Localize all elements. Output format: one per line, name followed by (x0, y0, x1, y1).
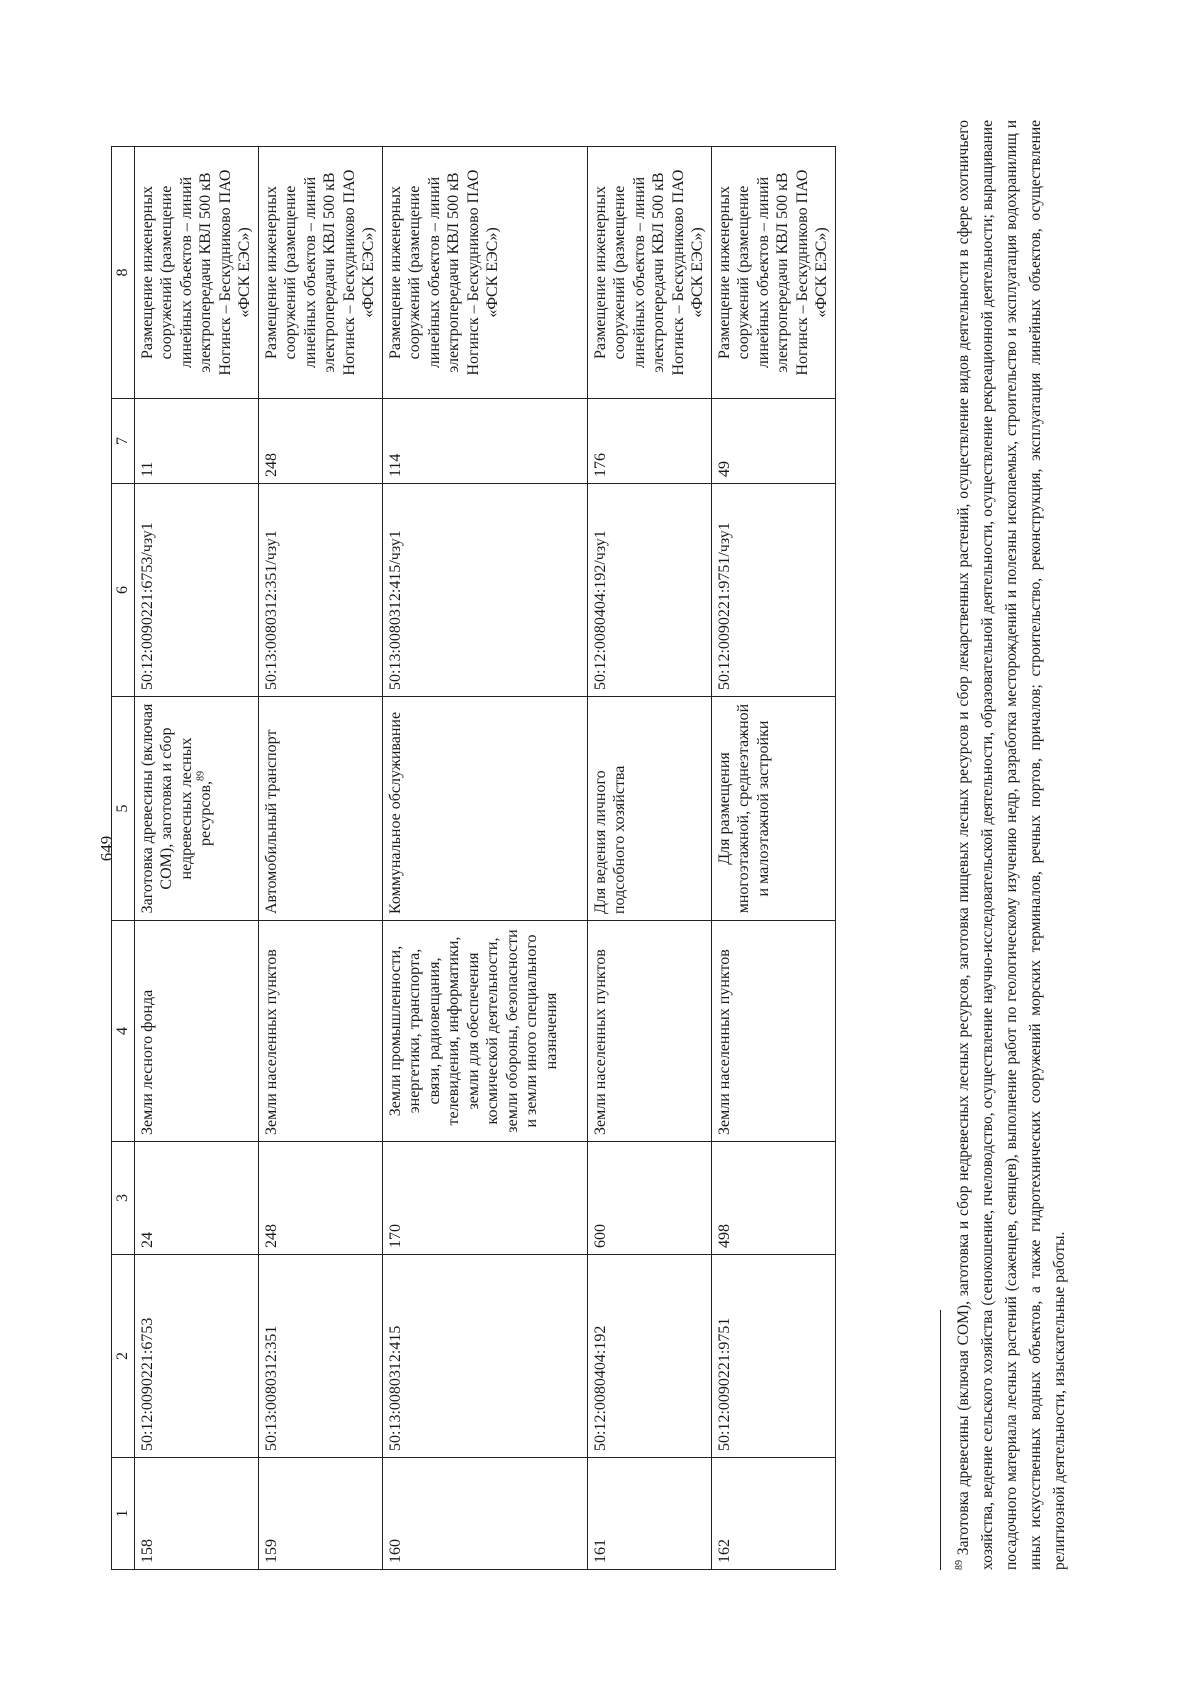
permitted-use: Автомобильный транспорт (258, 697, 382, 921)
land-category: Земли населенных пунктов (587, 921, 711, 1142)
land-category: Земли лесного фонда (134, 921, 258, 1142)
permitted-use: Для размещения многоэтажной, среднеэтажной и малоэтажной застройки (711, 697, 835, 921)
plot-part-area: 11 (134, 399, 258, 484)
plot-part-number: 50:13:0080312:351/чзу1 (258, 484, 382, 697)
column-header: 5 (112, 697, 135, 921)
row-number: 160 (382, 1458, 587, 1570)
permitted-use: Для ведения личного подсобного хозяйства (587, 697, 711, 921)
cadastral-number: 50:12:0080404:192 (587, 1255, 711, 1458)
permitted-use: Коммунальное обслуживание (382, 697, 587, 921)
row-number: 159 (258, 1458, 382, 1570)
table-row (711, 147, 835, 1570)
plot-part-number: 50:12:0090221:6753/чзу1 (134, 484, 258, 697)
plot-part-area: 114 (382, 399, 587, 484)
table-row (134, 147, 258, 1570)
cadastral-number: 50:12:0090221:6753 (134, 1255, 258, 1458)
page-number: 649 (97, 835, 116, 862)
cadastral-number: 50:12:0090221:9751 (711, 1255, 835, 1458)
row-number: 161 (587, 1458, 711, 1570)
land-category: Земли населенных пунктов (258, 921, 382, 1142)
column-header: 8 (112, 147, 135, 399)
plot-area: 170 (382, 1142, 587, 1255)
plot-part-number: 50:12:0090221:9751/чзу1 (711, 484, 835, 697)
footnote-marker: 89 (953, 1560, 965, 1570)
permitted-use (134, 697, 258, 921)
footnote-reference: 89 (195, 770, 207, 781)
column-header: 1 (112, 1458, 135, 1570)
plot-part-number: 50:13:0080312:415/чзу1 (382, 484, 587, 697)
cadastral-number: 50:13:0080312:351 (258, 1255, 382, 1458)
plot-area: 498 (711, 1142, 835, 1255)
plot-part-area: 49 (711, 399, 835, 484)
plot-part-area: 176 (587, 399, 711, 484)
plot-part-purpose: Размещение инженерных сооружений (размещение линейных объектов – линий электропередачи КВЛ 500 кВ Ногинск – Бескудниково ПАО «ФСК ЕЭС») (382, 147, 587, 399)
table-row (258, 147, 382, 1570)
footnote-divider (940, 1310, 941, 1570)
footnote (952, 120, 1072, 1570)
land-category: Земли промышленности, энергетики, транспорта, связи, радиовещания, телевидения, информатики, земли для обеспечения космической деятельности, земли обороны, безопасности и земли иного специального назначения (382, 921, 587, 1142)
column-header: 3 (112, 1142, 135, 1255)
plot-area: 24 (134, 1142, 258, 1255)
land-category: Земли населенных пунктов (711, 921, 835, 1142)
table-header-row (112, 147, 135, 1570)
column-header: 2 (112, 1255, 135, 1458)
plot-part-area: 248 (258, 399, 382, 484)
row-number: 158 (134, 1458, 258, 1570)
column-header: 7 (112, 399, 135, 484)
permitted-use-text: Заготовка древесины (включая СОМ), заготовка и сбор недревесных лесных ресурсов, (138, 703, 215, 914)
plot-part-purpose: Размещение инженерных сооружений (размещение линейных объектов – линий электропередачи КВЛ 500 кВ Ногинск – Бескудниково ПАО «ФСК ЕЭС») (134, 147, 258, 399)
cadastral-number: 50:13:0080312:415 (382, 1255, 587, 1458)
plot-part-purpose: Размещение инженерных сооружений (размещение линейных объектов – линий электропередачи КВЛ 500 кВ Ногинск – Бескудниково ПАО «ФСК ЕЭС») (711, 147, 835, 399)
plot-part-purpose: Размещение инженерных сооружений (размещение линейных объектов – линий электропередачи КВЛ 500 кВ Ногинск – Бескудниково ПАО «ФСК ЕЭС») (587, 147, 711, 399)
plot-area: 248 (258, 1142, 382, 1255)
table-row (382, 147, 587, 1570)
column-header: 4 (112, 921, 135, 1142)
plot-area: 600 (587, 1142, 711, 1255)
land-plots-table (111, 146, 836, 1570)
column-header: 6 (112, 484, 135, 697)
table-row (587, 147, 711, 1570)
plot-part-number: 50:12:0080404:192/чзу1 (587, 484, 711, 697)
footnote-text: Заготовка древесины (включая СОМ), заготовка и сбор недревесных лесных ресурсов, заготовка пищевых лесных ресурсов и сбор лекарственных растений, осуществление видов деятельности в сфере охотничьего хозяйства, ведение сельского хозяйства (сенокошение, пчеловодство, осуществление научно-исследовательской деятельности, образовательной деятельности, осуществление рекреационной деятельности; выращивание посадочного материала лесных растений (саженцев, сеянцев), выполнение работ по геологическому изучению недр, разработка месторождений и полезны ископаемых, строительство и эксплуатация водохранилищ и иных искусственных водных объектов, а также гидротехнических сооружений морских терминалов, речных портов, причалов; строительство, реконструкция, эксплуатация линейных объектов, осуществление религиозной деятельности, изыскательные работы. (955, 120, 1069, 1570)
row-number: 162 (711, 1458, 835, 1570)
plot-part-purpose: Размещение инженерных сооружений (размещение линейных объектов – линий электропередачи КВЛ 500 кВ Ногинск – Бескудниково ПАО «ФСК ЕЭС») (258, 147, 382, 399)
